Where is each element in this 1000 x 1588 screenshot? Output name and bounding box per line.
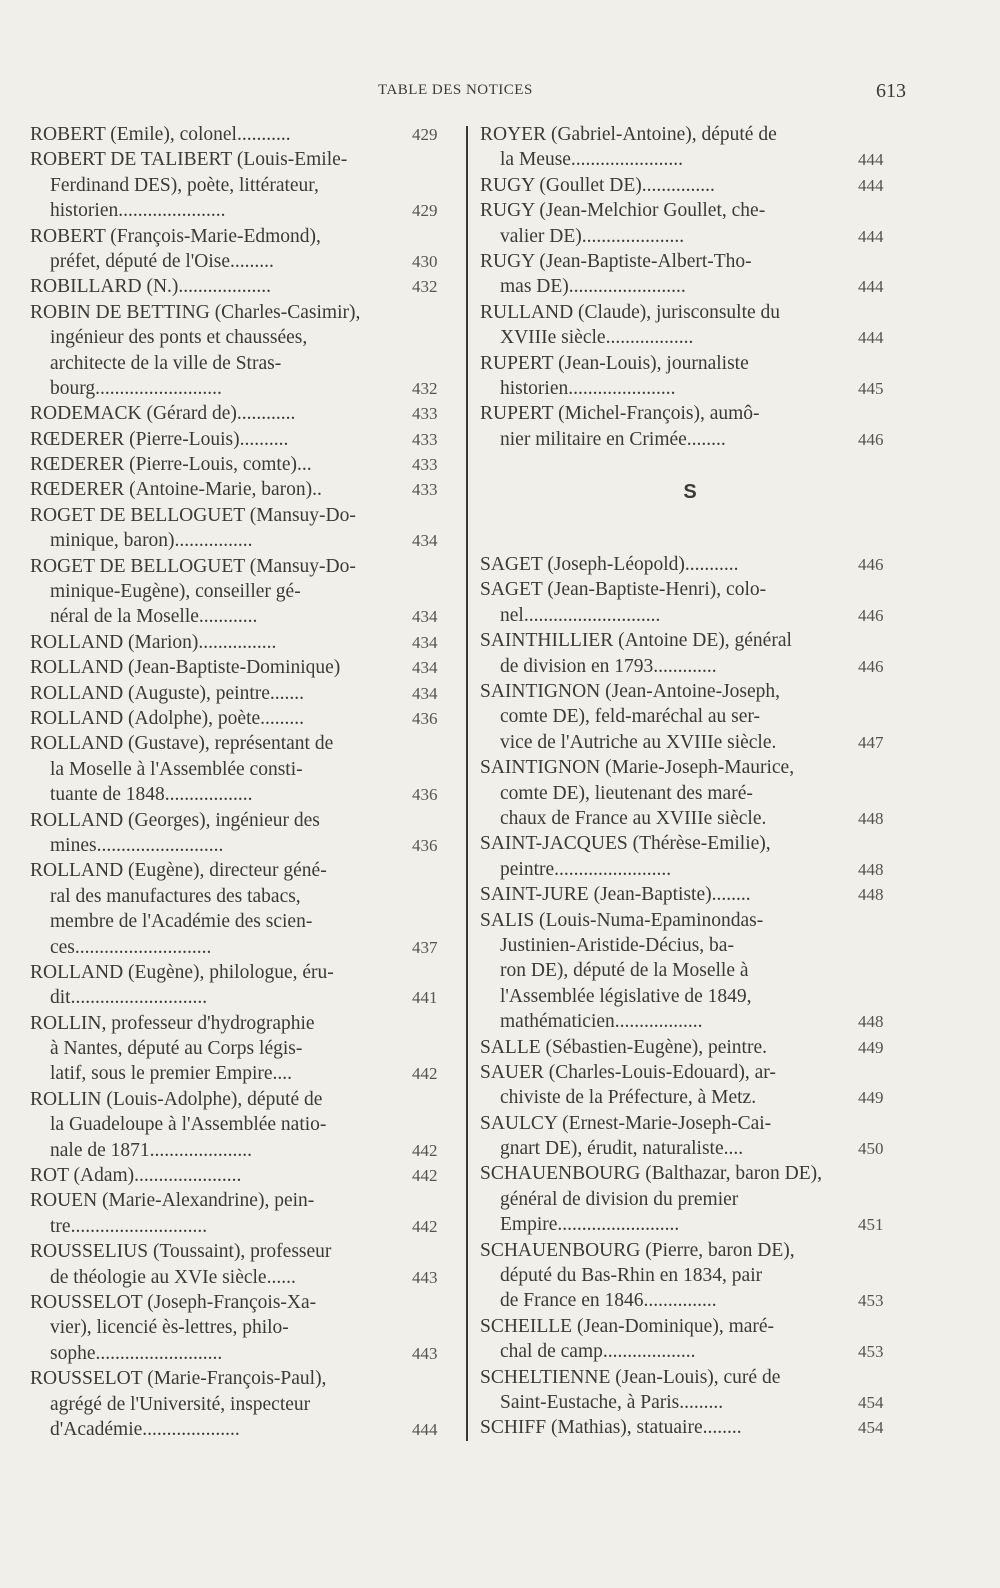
entry-text: RŒDERER (Pierre-Louis)..........: [30, 428, 289, 450]
entry-text: RUGY (Jean-Baptiste-Albert-Tho-: [480, 250, 752, 272]
entry-page: 444: [412, 1419, 438, 1439]
index-line: [480, 1314, 900, 1339]
entry-text: la Meuse.......................: [500, 149, 684, 171]
entry-text: à Nantes, député au Corps légis-: [50, 1038, 303, 1060]
entry-text: SAINTIGNON (Jean-Antoine-Joseph,: [480, 681, 781, 703]
index-line: [480, 122, 900, 147]
index-line: [480, 882, 900, 907]
entry-text: ROLLIN (Louis-Adolphe), député de: [30, 1088, 323, 1110]
index-line: [480, 198, 900, 223]
index-line: [30, 1265, 460, 1290]
index-line: [480, 1035, 900, 1060]
index-line: [480, 1339, 900, 1364]
entry-page: 454: [858, 1418, 884, 1438]
index-line: [480, 1111, 900, 1136]
index-line: [480, 552, 900, 577]
index-line: [480, 628, 900, 653]
entry-text: SCHELTIENNE (Jean-Louis), curé de: [480, 1366, 781, 1388]
index-line: [30, 935, 460, 960]
entry-text: ROYER (Gabriel-Antoine), député de: [480, 124, 777, 145]
entry-page: 434: [412, 658, 438, 678]
index-line: [480, 351, 900, 376]
entry-page: 436: [412, 785, 438, 805]
index-line: [30, 1239, 460, 1264]
index-line: [480, 401, 900, 426]
entry-text: ROBERT (Emile), colonel...........: [30, 124, 291, 145]
entry-text: ROUSSELOT (Marie-François-Paul),: [30, 1368, 327, 1390]
entry-text: XVIIIe siècle..................: [500, 327, 694, 349]
entry-page: 441: [412, 988, 438, 1008]
entry-text: Justinien-Aristide-Décius, ba-: [500, 934, 734, 956]
entry-text: ROBERT (François-Marie-Edmond),: [30, 225, 321, 247]
index-line: [480, 577, 900, 602]
entry-page: 453: [858, 1291, 884, 1311]
entry-text: SAUER (Charles-Louis-Edouard), ar-: [480, 1061, 776, 1083]
right-column-bottom: [480, 552, 900, 1441]
index-line: [480, 1390, 900, 1415]
index-line: [480, 857, 900, 882]
entry-text: architecte de la ville de Stras-: [50, 352, 282, 374]
entry-text: ROBERT DE TALIBERT (Louis-Emile-: [30, 149, 348, 171]
index-line: [30, 655, 460, 680]
entry-text: SAINT-JACQUES (Thérèse-Emilie),: [480, 833, 771, 855]
index-line: [30, 731, 460, 756]
entry-text: comte DE), feld-maréchal au ser-: [500, 706, 761, 728]
index-line: [30, 147, 460, 172]
entry-text: dit............................: [50, 987, 208, 1009]
entry-text: valier DE).....................: [500, 225, 685, 247]
index-line: [30, 1417, 460, 1442]
index-line: [30, 249, 460, 274]
index-line: [30, 1366, 460, 1391]
index-line: [30, 706, 460, 731]
entry-page: 446: [858, 555, 884, 575]
entry-page: 434: [412, 607, 438, 627]
index-line: [30, 1112, 460, 1137]
index-line: [30, 1341, 460, 1366]
index-line: [480, 1085, 900, 1110]
page-header: [0, 82, 1000, 108]
index-line: [480, 173, 900, 198]
entry-text: membre de l'Académie des scien-: [50, 911, 313, 933]
index-line: [30, 325, 460, 350]
running-title: TABLE DES NOTICES: [378, 82, 533, 98]
entry-text: RULLAND (Claude), jurisconsulte du: [480, 301, 781, 323]
entry-text: ROLLAND (Gustave), représentant de: [30, 733, 334, 755]
entry-text: la Guadeloupe à l'Assemblée natio-: [50, 1114, 327, 1136]
index-line: [30, 401, 460, 426]
index-line: [30, 477, 460, 502]
entry-page: 434: [412, 683, 438, 703]
right-column-top: [480, 122, 900, 452]
entry-text: mas DE)........................: [500, 276, 686, 298]
index-line: [30, 833, 460, 858]
index-line: [30, 351, 460, 376]
index-line: [480, 1060, 900, 1085]
entry-page: 443: [412, 1343, 438, 1363]
entry-page: 433: [412, 480, 438, 500]
index-line: [480, 781, 900, 806]
entry-text: mathématicien..................: [500, 1011, 703, 1033]
entry-text: agrégé de l'Université, inspecteur: [50, 1393, 311, 1415]
entry-page: 442: [412, 1064, 438, 1084]
entry-text: sophe..........................: [50, 1342, 223, 1364]
entry-text: SALIS (Louis-Numa-Epaminondas-: [480, 909, 764, 931]
entry-page: 429: [412, 201, 438, 221]
entry-text: ROLLAND (Auguste), peintre.......: [30, 682, 305, 704]
entry-page: 448: [858, 1012, 884, 1032]
entry-page: 448: [858, 885, 884, 905]
entry-text: Ferdinand DES), poète, littérateur,: [50, 174, 319, 196]
entry-page: 442: [412, 1216, 438, 1236]
entry-page: 446: [858, 656, 884, 676]
entry-text: d'Académie....................: [50, 1418, 240, 1440]
entry-text: vice de l'Autriche au XVIIIe siècle.: [500, 731, 777, 753]
entry-text: SAINTIGNON (Marie-Joseph-Maurice,: [480, 757, 795, 779]
entry-page: 450: [858, 1139, 884, 1159]
index-line: [480, 1415, 900, 1440]
entry-text: la Moselle à l'Assemblée consti-: [50, 758, 303, 780]
index-line: [30, 1315, 460, 1340]
entry-text: ROBIN DE BETTING (Charles-Casimir),: [30, 301, 361, 323]
index-line: [30, 858, 460, 883]
entry-text: Saint-Eustache, à Paris.........: [500, 1391, 724, 1413]
entry-text: chal de camp...................: [500, 1341, 696, 1363]
entry-text: SAGET (Jean-Baptiste-Henri), colo-: [480, 579, 767, 601]
index-line: [480, 274, 900, 299]
entry-page: 446: [858, 605, 884, 625]
entry-text: ROUEN (Marie-Alexandrine), pein-: [30, 1190, 315, 1212]
index-line: [30, 173, 460, 198]
entry-page: 430: [412, 251, 438, 271]
entry-text: de France en 1846...............: [500, 1290, 717, 1312]
entry-text: peintre........................: [500, 858, 672, 880]
entry-text: historien......................: [500, 377, 676, 399]
entry-text: tuante de 1848..................: [50, 784, 253, 806]
entry-text: RUPERT (Jean-Louis), journaliste: [480, 352, 749, 374]
index-line: [480, 958, 900, 983]
index-line: [480, 654, 900, 679]
entry-page: 433: [412, 429, 438, 449]
index-line: [480, 1187, 900, 1212]
index-line: [30, 1138, 460, 1163]
index-line: [30, 579, 460, 604]
entry-text: SAGET (Joseph-Léopold)...........: [480, 554, 739, 576]
index-line: [30, 274, 460, 299]
entry-text: SCHIFF (Mathias), statuaire........: [480, 1417, 742, 1439]
entry-text: de théologie au XVIe siècle......: [50, 1266, 296, 1288]
entry-page: 436: [412, 835, 438, 855]
entry-text: ROUSSELIUS (Toussaint), professeur: [30, 1241, 332, 1263]
entry-text: ingénieur des ponts et chaussées,: [50, 327, 308, 349]
left-column: [30, 122, 460, 1442]
entry-text: comte DE), lieutenant des maré-: [500, 782, 753, 804]
index-line: [30, 1036, 460, 1061]
entry-text: ron DE), député de la Moselle à: [500, 960, 749, 982]
page-number: 613: [876, 80, 906, 102]
entry-text: SALLE (Sébastien-Eugène), peintre.: [480, 1036, 767, 1058]
entry-text: SCHAUENBOURG (Pierre, baron DE),: [480, 1239, 795, 1261]
entry-text: ROT (Adam)......................: [30, 1165, 242, 1187]
index-line: [480, 376, 900, 401]
entry-page: 429: [412, 125, 438, 144]
entry-page: 446: [858, 429, 884, 449]
index-line: [30, 1163, 460, 1188]
entry-text: RŒDERER (Pierre-Louis, comte)...: [30, 454, 312, 476]
entry-text: SAINTHILLIER (Antoine DE), général: [480, 630, 792, 652]
entry-text: député du Bas-Rhin en 1834, pair: [500, 1265, 763, 1287]
index-line: [30, 503, 460, 528]
entry-text: chiviste de la Préfecture, à Metz.: [500, 1087, 757, 1109]
entry-text: historien......................: [50, 200, 226, 222]
index-line: [30, 1290, 460, 1315]
index-line: [480, 249, 900, 274]
entry-page: 451: [858, 1215, 884, 1235]
entry-text: ROLLAND (Marion)................: [30, 631, 277, 653]
index-line: [30, 960, 460, 985]
entry-page: 436: [412, 708, 438, 728]
index-line: [30, 604, 460, 629]
index-line: [480, 984, 900, 1009]
entry-page: 443: [412, 1267, 438, 1287]
entry-text: ces............................: [50, 936, 212, 958]
index-line: [30, 884, 460, 909]
index-line: [480, 1263, 900, 1288]
entry-text: ROBILLARD (N.)...................: [30, 276, 272, 298]
entry-text: RUGY (Jean-Melchior Goullet, che-: [480, 200, 766, 222]
entry-page: 442: [412, 1166, 438, 1186]
entry-text: SCHAUENBOURG (Balthazar, baron DE),: [480, 1163, 823, 1185]
index-line: [30, 985, 460, 1010]
index-line: [30, 376, 460, 401]
entry-text: gnart DE), érudit, naturaliste....: [500, 1138, 744, 1160]
index-line: [30, 122, 460, 147]
index-line: [480, 730, 900, 755]
entry-text: nel............................: [500, 604, 661, 626]
entry-text: tre............................: [50, 1215, 208, 1237]
index-line: [480, 1238, 900, 1263]
index-line: [480, 806, 900, 831]
index-line: [480, 1136, 900, 1161]
entry-page: 433: [412, 404, 438, 424]
entry-page: 442: [412, 1140, 438, 1160]
entry-text: ROGET DE BELLOGUET (Mansuy-Do-: [30, 504, 356, 526]
index-line: [480, 831, 900, 856]
entry-text: SAINT-JURE (Jean-Baptiste)........: [480, 884, 751, 906]
entry-page: 444: [858, 150, 884, 170]
index-line: [30, 909, 460, 934]
index-line: [480, 933, 900, 958]
index-line: [480, 1288, 900, 1313]
index-line: [30, 224, 460, 249]
entry-text: préfet, député de l'Oise.........: [50, 250, 274, 272]
entry-text: général de division du premier: [500, 1188, 739, 1210]
entry-text: ral des manufactures des tabacs,: [50, 885, 301, 907]
entry-text: nale de 1871.....................: [50, 1139, 253, 1161]
index-line: [480, 603, 900, 628]
index-line: [480, 224, 900, 249]
entry-text: RODEMACK (Gérard de)............: [30, 403, 296, 425]
index-line: [30, 1392, 460, 1417]
index-line: [30, 1188, 460, 1213]
entry-text: RŒDERER (Antoine-Marie, baron)..: [30, 479, 322, 501]
column-divider: [466, 126, 468, 1441]
entry-text: RUGY (Goullet DE)...............: [480, 174, 715, 196]
index-line: [480, 427, 900, 452]
index-line: [480, 908, 900, 933]
entry-text: minique-Eugène), conseiller gé-: [50, 581, 301, 603]
entry-text: SAULCY (Ernest-Marie-Joseph-Cai-: [480, 1112, 772, 1134]
entry-text: l'Assemblée législative de 1849,: [500, 985, 752, 1007]
entry-page: 444: [858, 277, 884, 297]
entry-page: 444: [858, 175, 884, 195]
index-line: [480, 755, 900, 780]
entry-text: ROLLAND (Georges), ingénieur des: [30, 809, 320, 831]
entry-page: 447: [858, 732, 884, 752]
entry-text: de division en 1793.............: [500, 655, 717, 677]
entry-page: 444: [858, 328, 884, 348]
entry-page: 432: [412, 378, 438, 398]
entry-text: SCHEILLE (Jean-Dominique), maré-: [480, 1315, 775, 1337]
section-letter: S: [683, 481, 697, 504]
index-line: [30, 554, 460, 579]
entry-page: 434: [412, 632, 438, 652]
index-line: [480, 1161, 900, 1186]
entry-text: mines..........................: [50, 834, 224, 856]
index-line: [30, 1087, 460, 1112]
index-line: [30, 1061, 460, 1086]
entry-text: néral de la Moselle............: [50, 606, 258, 628]
index-line: [480, 704, 900, 729]
index-line: [30, 808, 460, 833]
index-line: [480, 1212, 900, 1237]
index-line: [30, 427, 460, 452]
index-line: [30, 452, 460, 477]
index-line: [30, 1214, 460, 1239]
right-column: [480, 122, 900, 1441]
index-line: [480, 147, 900, 172]
index-line: [30, 757, 460, 782]
entry-page: 445: [858, 378, 884, 398]
entry-text: ROLLAND (Eugène), philologue, éru-: [30, 961, 334, 983]
index-line: [30, 681, 460, 706]
entry-text: latif, sous le premier Empire....: [50, 1063, 293, 1085]
entry-text: ROGET DE BELLOGUET (Mansuy-Do-: [30, 555, 356, 577]
entry-page: 437: [412, 937, 438, 957]
index-line: [30, 782, 460, 807]
index-line: [480, 325, 900, 350]
entry-page: 449: [858, 1037, 884, 1057]
entry-page: 448: [858, 859, 884, 879]
entry-page: 449: [858, 1088, 884, 1108]
index-line: [480, 300, 900, 325]
entry-text: ROLLAND (Jean-Baptiste-Dominique): [30, 657, 341, 679]
entry-text: ROLLAND (Adolphe), poète.........: [30, 707, 305, 729]
entry-text: ROUSSELOT (Joseph-François-Xa-: [30, 1291, 317, 1313]
index-line: [30, 528, 460, 553]
index-line: [30, 198, 460, 223]
index-line: [30, 1011, 460, 1036]
entry-text: RUPERT (Michel-François), aumô-: [480, 403, 760, 425]
entry-text: minique, baron)................: [50, 530, 253, 552]
entry-page: 434: [412, 531, 438, 551]
entry-text: ROLLIN, professeur d'hydrographie: [30, 1012, 315, 1034]
entry-page: 454: [858, 1392, 884, 1412]
entry-page: 444: [858, 226, 884, 246]
entry-page: 433: [412, 455, 438, 475]
index-line: [30, 630, 460, 655]
entry-page: 453: [858, 1342, 884, 1362]
entry-text: Empire.........................: [500, 1214, 680, 1236]
entry-text: nier militaire en Crimée........: [500, 428, 726, 450]
entry-text: vier), licencié ès-lettres, philo-: [50, 1317, 289, 1339]
entry-text: bourg..........................: [50, 377, 222, 399]
index-line: [480, 1365, 900, 1390]
entry-page: 432: [412, 277, 438, 297]
index-line: [480, 1009, 900, 1034]
entry-page: 448: [858, 808, 884, 828]
index-line: [480, 679, 900, 704]
entry-text: ROLLAND (Eugène), directeur géné-: [30, 860, 327, 882]
entry-text: chaux de France au XVIIIe siècle.: [500, 807, 767, 829]
index-line: [30, 300, 460, 325]
